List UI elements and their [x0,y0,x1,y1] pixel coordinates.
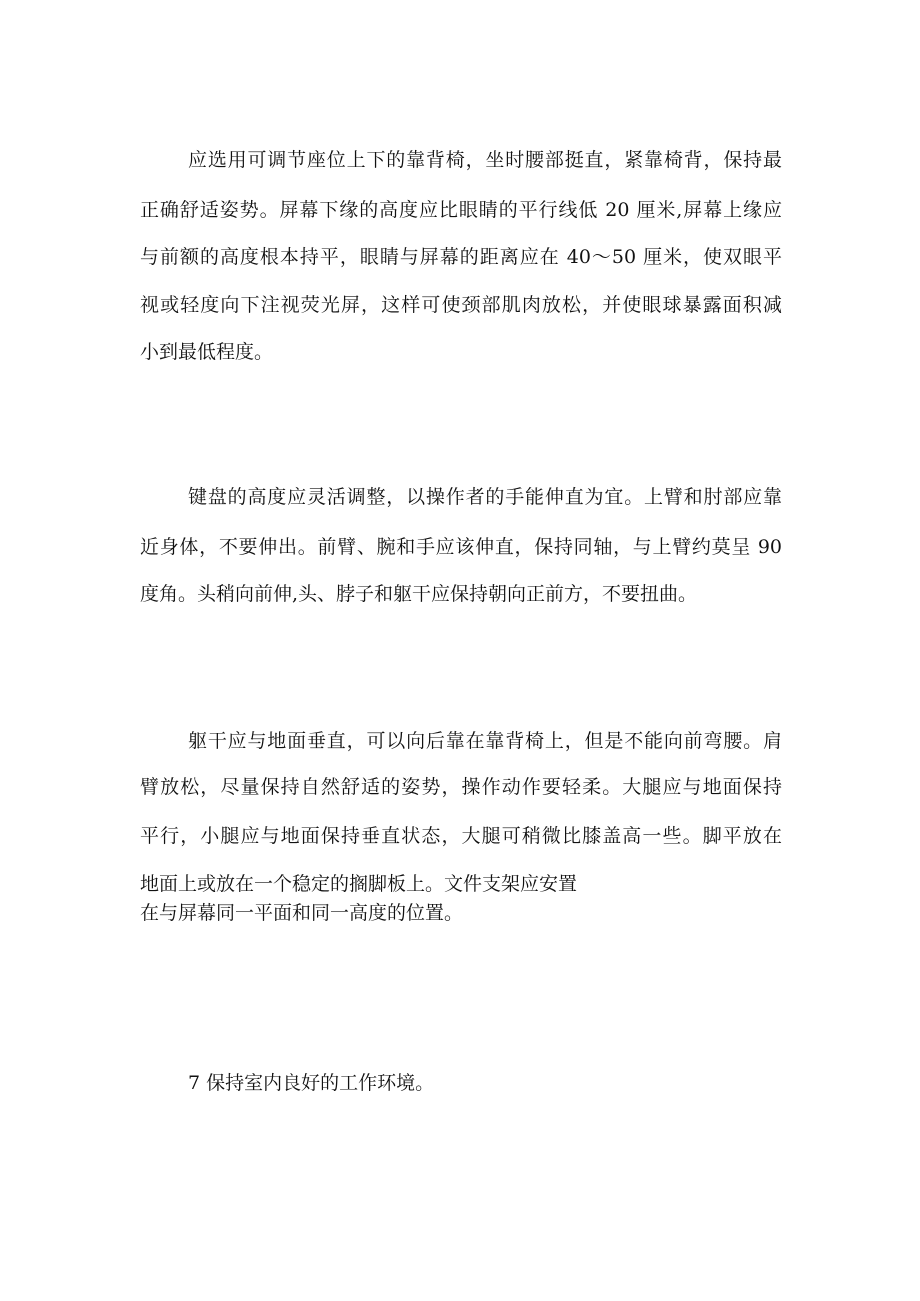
paragraph-1-line-3: 与前额的高度根本持平，眼睛与屏幕的距离应在 40～50 厘米，使双眼平 [140,246,782,268]
paragraph-3-line-5: 在与屏幕同一平面和同一高度的位置。 [140,902,464,924]
paragraph-1-line-1: 应选用可调节座位上下的靠背椅，坐时腰部挺直，紧靠椅背，保持最 [188,149,782,171]
paragraph-2-line-1: 键盘的高度应灵活调整，以操作者的手能伸直为宜。上臂和肘部应靠 [188,486,782,508]
paragraph-1-line-4: 视或轻度向下注视荧光屏，这样可使颈部肌肉放松，并使眼球暴露面积减 [140,294,782,316]
paragraph-3-line-2: 臂放松，尽量保持自然舒适的姿势，操作动作要轻柔。大腿应与地面保持 [140,776,782,798]
paragraph-1-line-2: 正确舒适姿势。屏幕下缘的高度应比眼睛的平行线低 20 厘米,屏幕上缘应 [140,199,782,221]
paragraph-3-line-4: 地面上或放在一个稳定的搁脚板上。文件支架应安置 [140,873,578,895]
paragraph-3-line-3: 平行，小腿应与地面保持垂直状态，大腿可稍微比膝盖高一些。脚平放在 [140,825,782,847]
paragraph-4-line-1: 7 保持室内良好的工作环境。 [188,1072,435,1094]
paragraph-2-line-3: 度角。头稍向前伸,头、脖子和躯干应保持朝向正前方，不要扭曲。 [140,583,698,605]
paragraph-3-line-1: 躯干应与地面垂直，可以向后靠在靠背椅上，但是不能向前弯腰。肩 [188,730,782,752]
paragraph-2-line-2: 近身体，不要伸出。前臂、腕和手应该伸直，保持同轴，与上臂约莫呈 90 [140,536,782,558]
paragraph-1-line-5: 小到最低程度。 [140,341,274,363]
